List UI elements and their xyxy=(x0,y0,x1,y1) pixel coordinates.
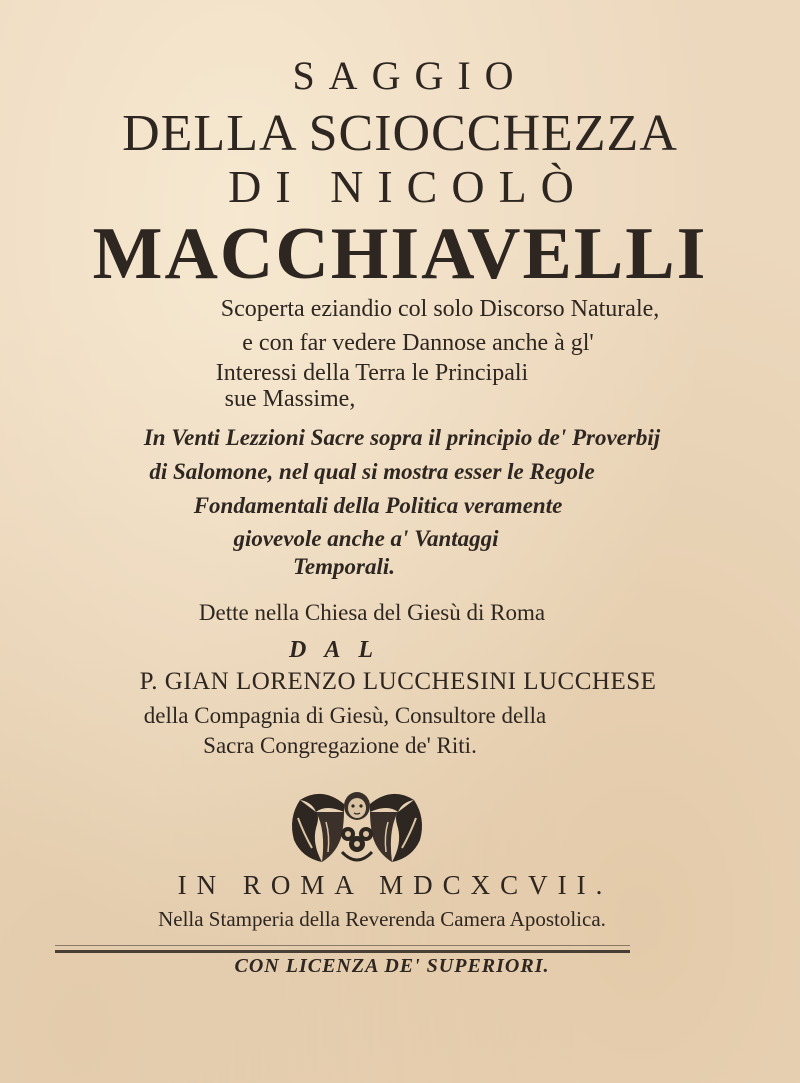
imprint-printer: Nella Stamperia della Reverenda Camera Apostolica. xyxy=(158,907,606,931)
author-line-dal: DAL xyxy=(289,637,391,663)
italic-line-1: In Venti Lezzioni Sacre sopra il principio de' Proverbij xyxy=(143,425,661,450)
italic-line-2: di Salomone, nel qual si mostra esser le Regole xyxy=(149,459,595,484)
subtitle-line-4: sue Massime, xyxy=(224,386,356,412)
imprint-license: CON LICENZA DE' SUPERIORI. xyxy=(234,955,550,977)
title-line-nicolo: DI NICOLÒ xyxy=(228,161,588,212)
italic-line-5: Temporali. xyxy=(292,554,396,579)
italic-line-4: giovevole anche a' Vantaggi xyxy=(233,526,499,551)
imprint-rule xyxy=(55,950,630,953)
subtitle-line-1: Scoperta eziandio col solo Discorso Naturale, xyxy=(220,296,660,322)
italic-line-3: Fondamentali della Politica veramente xyxy=(193,493,563,518)
title-line-sciocchezza: DELLA SCIOCCHEZZA xyxy=(122,105,678,162)
subtitle-line-3: Interessi della Terra le Principali xyxy=(215,360,529,386)
title-line-saggio: SAGGIO xyxy=(292,53,528,98)
author-line-church: Dette nella Chiesa del Giesù di Roma xyxy=(198,600,546,625)
subtitle-line-2: e con far vedere Dannose anche à gl' xyxy=(242,330,594,356)
imprint-place-year: IN ROMA MDCXCVII. xyxy=(177,870,613,900)
author-line-compagnia: della Compagnia di Giesù, Consultore della xyxy=(143,703,547,728)
title-line-macchiavelli: MACCHIAVELLI xyxy=(92,213,708,295)
cherub-ornament-icon xyxy=(282,778,432,868)
author-line-congregazione: Sacra Congregazione de' Riti. xyxy=(203,733,477,758)
imprint-rule-thin xyxy=(55,945,630,946)
author-name: P. GIAN LORENZO LUCCHESINI LUCCHESE xyxy=(139,668,657,695)
